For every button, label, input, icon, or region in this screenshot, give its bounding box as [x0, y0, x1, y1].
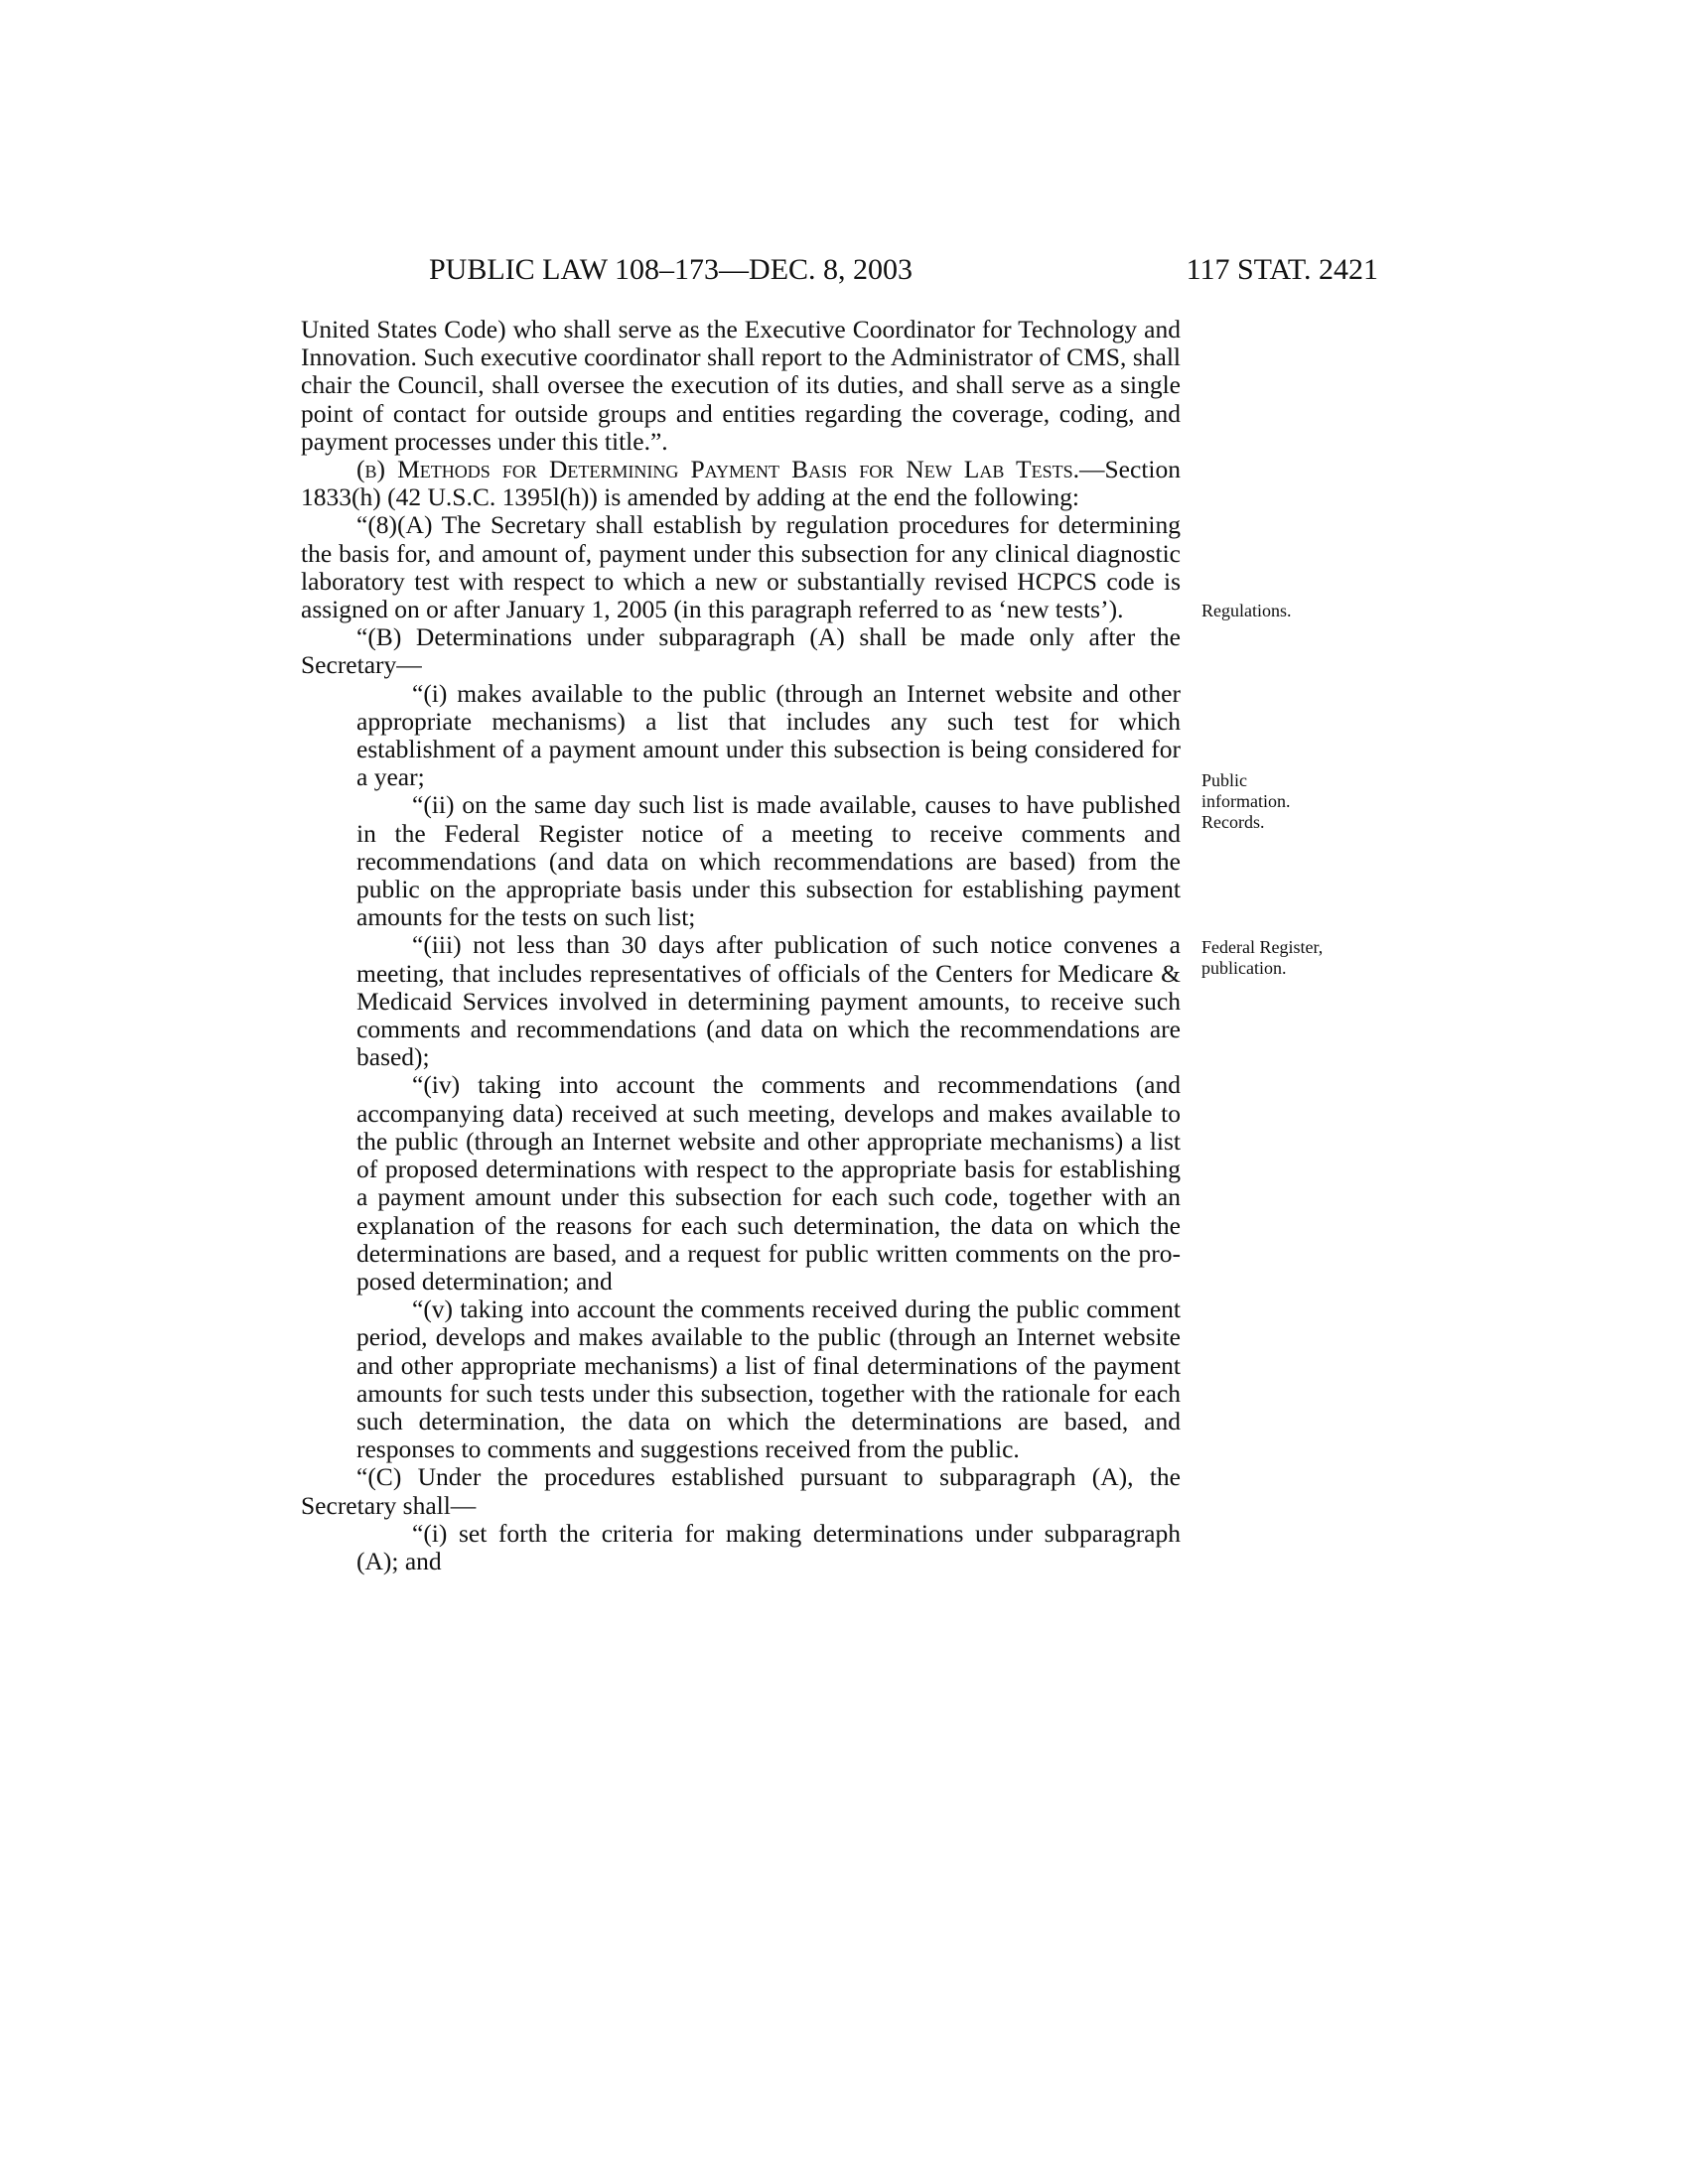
paragraph-continuation: United States Code) who shall serve as the Executive Coordinator for Technology and Innovation. Such executive coordinator shall report to the Administrator of CMS, shall chair the Council, shall oversee the execution of its duties, and shall serve as a single point of contact for outside groups and entities regarding the coverage, coding, and payment processes under this title.”.	[301, 315, 1181, 456]
margin-note-publication-line: publication.	[1201, 958, 1287, 978]
paragraph-b: “(B) Determinations under subparagraph (A) shall be made only after the Secretary—	[301, 622, 1181, 680]
margin-note-regulations	[1201, 601, 1370, 621]
statute-page-number: 117 STAT. 2421	[1186, 253, 1378, 286]
paragraph-subsection-b	[301, 456, 1181, 511]
clause-ii: “(ii) on the same day such list is made available, causes to have published in the Federal Register notice of a meeting to receive comments and recommendations (and data on which recommendations are based) from the public on the appropriate basis under this subsection for establishing payment amounts for the tests on such list;	[356, 790, 1181, 932]
margin-note-public-information	[1201, 770, 1370, 833]
clause-iii: “(iii) not less than 30 days after publication of such notice convenes a meeting, that includes representatives of officials of the Centers for Medicare & Medicaid Services involved in determining payment amounts, to receive such comments and recommendations (and data on which the recommendations are based);	[356, 930, 1181, 1072]
margin-note-public-line: Public	[1201, 770, 1248, 790]
subsection-b-heading: (b) Methods for Determining Payment Basis for New Lab Tests.	[356, 455, 1079, 484]
running-head-title: PUBLIC LAW 108–173—DEC. 8, 2003	[429, 253, 914, 286]
margin-note-information-line: information.	[1201, 791, 1291, 811]
margin-note-regulations-text: Regulations.	[1201, 601, 1292, 620]
margin-note-records-line: Records.	[1201, 812, 1265, 832]
clause-i: “(i) makes available to the public (through an Internet website and other appropriate mechanisms) a list that includes any such test for which establishment of a payment amount under this subsection is being considered for a year;	[356, 678, 1181, 792]
margin-note-federal-register-line: Federal Register,	[1201, 937, 1324, 957]
subsection-b-text: —Section 1833(h) (42 U.S.C. 1395l(h)) is amended by adding at the end the following:	[301, 455, 1181, 512]
margin-note-federal-register	[1201, 937, 1370, 979]
page-header	[0, 250, 1688, 290]
paragraph-c: “(C) Under the procedures established pursuant to subparagraph (A), the Secretary shall—	[301, 1462, 1181, 1520]
clause-v: “(v) taking into account the comments received during the public comment period, develops and makes available to the public (through an Internet website and other appropriate mechanisms) a list of final determinations of the payment amounts for such tests under this subsection, together with the rationale for each such determination, the data on which the determinations are based, and responses to comments and suggestions received from the public.	[356, 1295, 1181, 1464]
document-body	[301, 316, 1181, 1575]
clause-c-i: “(i) set forth the criteria for making determinations under subparagraph (A); and	[356, 1518, 1181, 1575]
paragraph-8a: “(8)(A) The Secretary shall establish by regulation procedures for determining the basis for, and amount of, payment under this subsection for any clinical diagnostic laboratory test with respect to which a new or substantially revised HCPCS code is assigned on or after January 1, 2005 (in this paragraph referred to as ‘new tests’).	[301, 510, 1181, 624]
clause-iv: “(iv) taking into account the comments and recommendations (and accompanying data) received at such meeting, develops and makes available to the public (through an Internet website and other appropriate mechanisms) a list of proposed determinations with respect to the appropriate basis for establishing a payment amount under this subsection for each such code, together with an explanation of the reasons for each such determination, the data on which the determinations are based, and a request for public written comments on the proposed determination; and	[356, 1070, 1181, 1296]
